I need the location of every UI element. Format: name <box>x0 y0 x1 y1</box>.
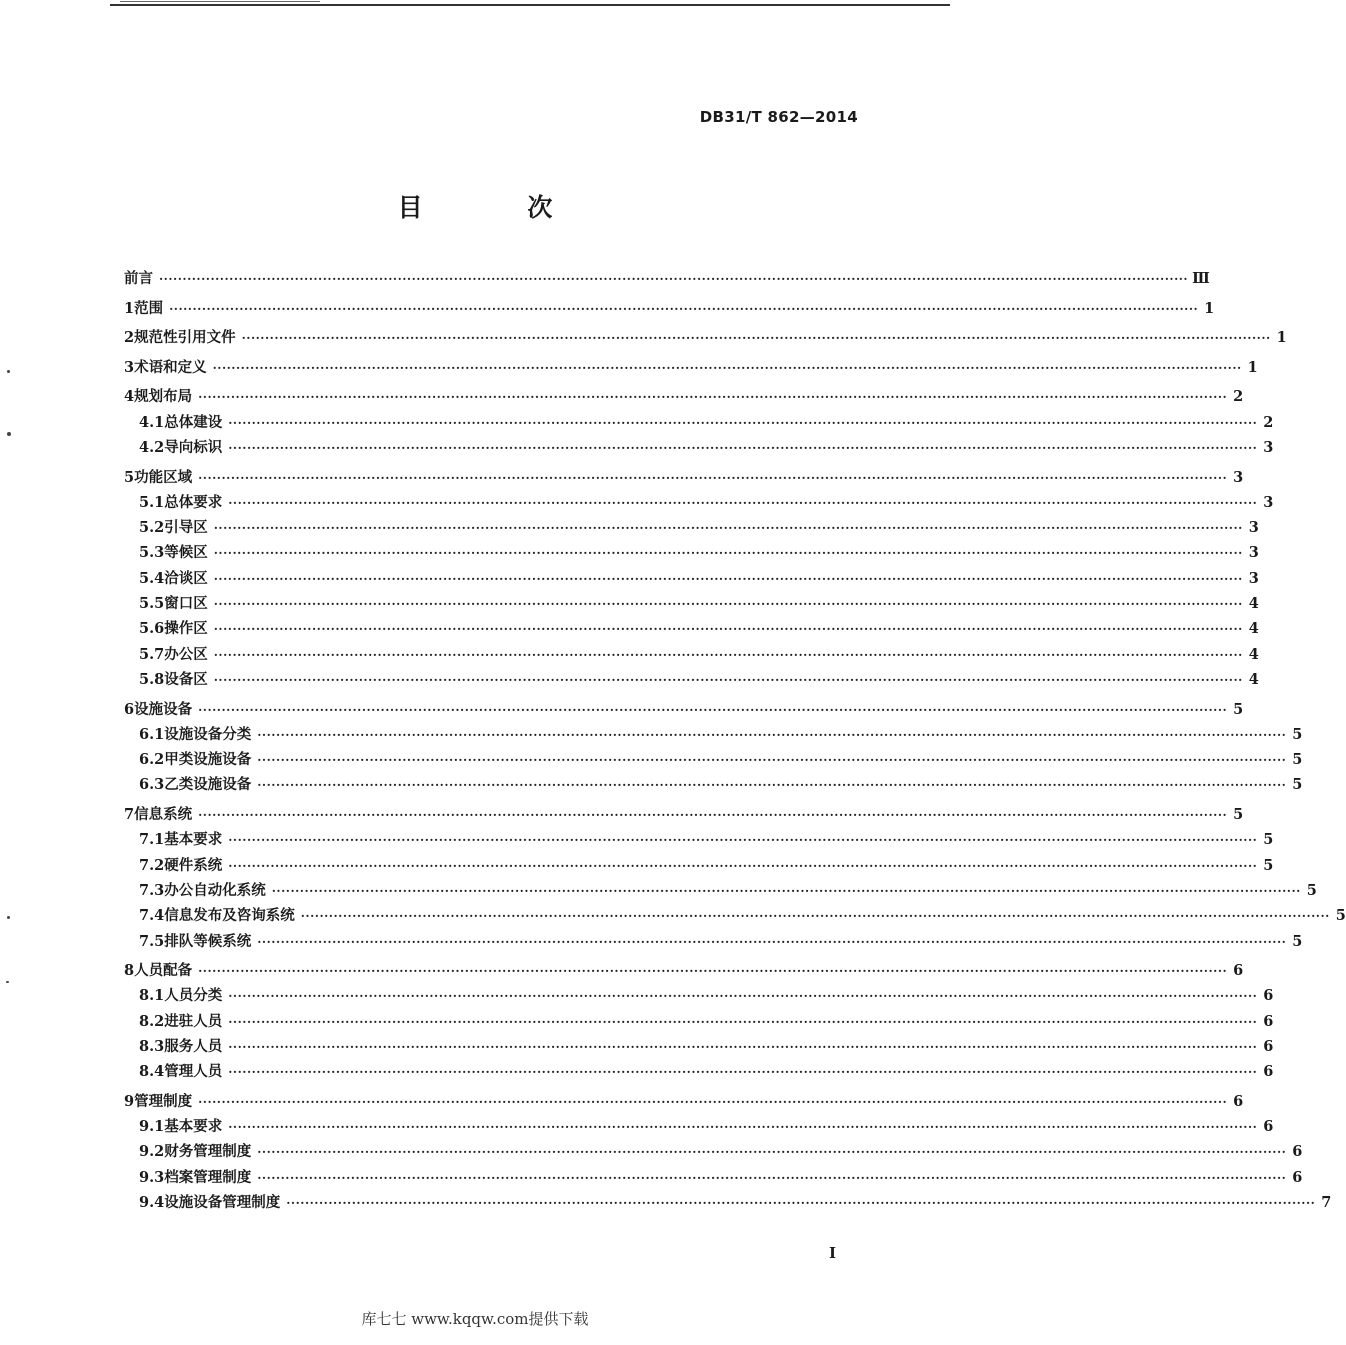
toc-entry-number: 5.4 <box>139 569 165 587</box>
toc-entry-number: 2 <box>124 329 135 347</box>
toc-entry-label: 设施设备管理制度 <box>164 1194 281 1212</box>
toc-dot-leader: ···························································································································································································································· <box>257 753 1287 768</box>
toc-entry-number: 5 <box>124 468 135 486</box>
toc-entry[interactable] <box>124 296 1215 321</box>
toc-entry-label: 等候区 <box>164 544 208 562</box>
toc-entry-label: 前言 <box>124 270 153 287</box>
toc-entry-label: 功能区域 <box>134 468 193 486</box>
toc-entry-number: 9 <box>124 1092 135 1110</box>
toc-entry-number: 5.2 <box>139 519 165 537</box>
toc-entry-page: 4 <box>1248 645 1259 663</box>
toc-entry-label: 规划布局 <box>134 388 193 406</box>
toc-entry-number: 4 <box>124 388 135 406</box>
toc-subentry[interactable] <box>124 827 1274 852</box>
toc-entry-number: 3 <box>124 358 135 376</box>
toc-dot-leader: ···························································································································································································································· <box>228 1120 1258 1135</box>
toc-entry-page: 5 <box>1292 776 1303 794</box>
toc-entry-label: 操作区 <box>164 620 208 638</box>
toc-entry-label: 进驻人员 <box>164 1012 223 1030</box>
toc-subentry[interactable] <box>124 903 1346 928</box>
toc-dot-leader: ···························································································································································································································· <box>198 964 1228 979</box>
toc-entry-label: 档案管理制度 <box>164 1168 252 1186</box>
toc-entry-number: 7 <box>124 806 135 824</box>
toc-entry-number: 9.2 <box>139 1143 165 1161</box>
toc-title: 目 次 <box>397 193 601 222</box>
toc-entry-label: 术语和定义 <box>134 358 207 376</box>
toc-entry-number: 7.4 <box>139 907 165 925</box>
toc-entry[interactable] <box>124 384 1244 409</box>
toc-dot-leader: ···························································································································································································································· <box>198 1094 1228 1109</box>
toc-entry-number: 6.3 <box>139 776 165 794</box>
toc-dot-leader: ···························································································································································································································· <box>241 331 1271 346</box>
toc-entry-number: 5.5 <box>139 595 165 613</box>
toc-entry-label: 管理人员 <box>164 1063 223 1081</box>
toc-subentry[interactable] <box>124 591 1259 616</box>
toc-subentry[interactable] <box>124 747 1303 772</box>
toc-entry[interactable] <box>124 266 1210 291</box>
toc-dot-leader: ···························································································································································································································· <box>228 833 1258 848</box>
toc-entry-label: 设施设备分类 <box>164 725 252 743</box>
toc-entry-number: 8.4 <box>139 1063 165 1081</box>
toc-entry-page: 6 <box>1233 1092 1244 1110</box>
toc-entry-page: 2 <box>1233 388 1244 406</box>
toc-entry-label: 硬件系统 <box>164 856 223 874</box>
toc-dot-leader: ···························································································································································································································· <box>228 440 1258 455</box>
toc-subentry[interactable] <box>124 667 1259 692</box>
toc-entry-page: 5 <box>1233 806 1244 824</box>
toc-entry-page: 4 <box>1248 595 1259 613</box>
toc-entry-page: 4 <box>1248 620 1259 638</box>
toc-entry-number: 7.2 <box>139 856 165 874</box>
toc-entry-label: 财务管理制度 <box>164 1143 252 1161</box>
toc-entry-page: 6 <box>1263 1012 1274 1030</box>
toc-entry-label: 基本要求 <box>164 1118 223 1136</box>
toc-entry-page: 1 <box>1276 329 1287 347</box>
toc-entry[interactable] <box>124 1089 1244 1114</box>
scan-speck <box>6 981 9 983</box>
toc-subentry[interactable] <box>124 853 1274 878</box>
top-border-rule-thin <box>120 1 320 2</box>
toc-dot-leader: ···························································································································································································································· <box>169 301 1199 316</box>
toc-entry-label: 范围 <box>134 299 164 317</box>
toc-entry[interactable] <box>124 958 1244 983</box>
scan-speck <box>7 370 10 373</box>
toc-entry-page: 3 <box>1233 468 1244 486</box>
toc-entry-page: 6 <box>1292 1143 1303 1161</box>
toc-entry-number: 5.7 <box>139 645 165 663</box>
toc-entry-page: 3 <box>1248 544 1259 562</box>
toc-dot-leader: ···························································································································································································································· <box>257 727 1287 742</box>
top-border-rule <box>110 4 950 6</box>
toc-entry-page: 3 <box>1248 519 1259 537</box>
toc-entry-number: 8.3 <box>139 1037 165 1055</box>
toc-dot-leader: ···························································································································································································································· <box>228 495 1258 510</box>
toc-entry-label: 设施设备 <box>134 700 193 718</box>
toc-subentry[interactable] <box>124 1114 1274 1139</box>
toc-dot-leader: ···························································································································································································································· <box>198 702 1228 717</box>
toc-entry-page: 6 <box>1263 1037 1274 1055</box>
toc-entry-page: 1 <box>1247 358 1258 376</box>
toc-entry-page: 6 <box>1263 1118 1274 1136</box>
toc-entry-label: 人员分类 <box>164 987 223 1005</box>
toc-entry-number: 1 <box>124 299 135 317</box>
toc-entry[interactable] <box>124 325 1287 350</box>
toc-subentry[interactable] <box>124 540 1259 565</box>
toc-entry-page: 5 <box>1292 725 1303 743</box>
toc-entry-number: 8.1 <box>139 987 165 1005</box>
toc-entry-page: 5 <box>1263 856 1274 874</box>
toc-entry-number: 8 <box>124 962 135 980</box>
toc-subentry[interactable] <box>124 410 1274 435</box>
toc-dot-leader: ···························································································································································································································· <box>213 622 1243 637</box>
page-number: I <box>829 1244 837 1262</box>
toc-entry-number: 5.8 <box>139 670 165 688</box>
toc-entry-number: 6 <box>124 700 135 718</box>
toc-entry-label: 服务人员 <box>164 1037 223 1055</box>
toc-dot-leader: ···························································································································································································································· <box>257 778 1287 793</box>
toc-entry-page: 5 <box>1233 700 1244 718</box>
toc-entry-page: 6 <box>1263 1063 1274 1081</box>
toc-dot-leader: ···························································································································································································································· <box>257 1145 1287 1160</box>
toc-dot-leader: ···························································································································································································································· <box>271 883 1301 898</box>
toc-entry-page: 5 <box>1292 932 1303 950</box>
toc-subentry[interactable] <box>124 878 1317 903</box>
toc-entry-number: 7.1 <box>139 831 165 849</box>
footer-download-note: 库七七 www.kqqw.com提供下载 <box>361 1310 589 1328</box>
toc-dot-leader: ···························································································································································································································· <box>228 858 1258 873</box>
toc-dot-leader: ···························································································································································································································· <box>198 390 1228 405</box>
toc-subentry[interactable] <box>124 983 1274 1008</box>
toc-subentry[interactable] <box>124 1034 1274 1059</box>
toc-subentry[interactable] <box>124 1009 1274 1034</box>
toc-entry-label: 洽谈区 <box>164 569 208 587</box>
toc-entry-page: 5 <box>1306 881 1317 899</box>
toc-subentry[interactable] <box>124 1139 1303 1164</box>
toc-dot-leader: ···························································································································································································································· <box>228 1039 1258 1054</box>
toc-entry-page: 6 <box>1233 962 1244 980</box>
toc-entry-label: 窗口区 <box>164 595 208 613</box>
toc-entry-page: 2 <box>1263 413 1274 431</box>
toc-entry-label: 基本要求 <box>164 831 223 849</box>
toc-entry-number: 4.2 <box>139 438 165 456</box>
toc-subentry[interactable] <box>124 1059 1274 1084</box>
toc-entry-label: 办公区 <box>164 645 208 663</box>
scan-speck <box>7 916 10 919</box>
toc-entry-number: 7.5 <box>139 932 165 950</box>
toc-entry-number: 8.2 <box>139 1012 165 1030</box>
scan-speck <box>7 432 11 436</box>
toc-subentry[interactable] <box>124 722 1303 747</box>
toc-entry-page: 5 <box>1335 907 1346 925</box>
toc-subentry[interactable] <box>124 616 1259 641</box>
toc-entry-page: 5 <box>1263 831 1274 849</box>
toc-entry-label: 办公自动化系统 <box>164 881 266 899</box>
toc-dot-leader: ···························································································································································································································· <box>213 597 1243 612</box>
toc-dot-leader: ···························································································································································································································· <box>159 272 1189 286</box>
toc-entry-page: 3 <box>1263 438 1274 456</box>
toc-dot-leader: ···························································································································································································································· <box>213 546 1243 561</box>
toc-entry-label: 甲类设施设备 <box>164 751 252 769</box>
toc-entry[interactable] <box>124 802 1244 827</box>
toc-entry-page: 4 <box>1248 670 1259 688</box>
toc-dot-leader: ···························································································································································································································· <box>213 521 1243 536</box>
toc-entry-label: 总体要求 <box>164 493 223 511</box>
toc-entry-page: Ⅲ <box>1192 270 1210 287</box>
toc-entry-page: 6 <box>1292 1168 1303 1186</box>
toc-dot-leader: ···························································································································································································································· <box>212 360 1242 375</box>
toc-entry[interactable] <box>124 697 1244 722</box>
toc-entry-label: 设备区 <box>164 670 208 688</box>
toc-entry-number: 5.3 <box>139 544 165 562</box>
toc-subentry[interactable] <box>124 515 1259 540</box>
table-of-contents <box>124 266 1346 1215</box>
toc-entry-page: 5 <box>1292 751 1303 769</box>
toc-entry-page: 1 <box>1204 299 1215 317</box>
toc-subentry[interactable] <box>124 642 1259 667</box>
document-code: DB31/T 862—2014 <box>699 108 858 126</box>
toc-dot-leader: ···························································································································································································································· <box>257 934 1287 949</box>
toc-entry-label: 人员配备 <box>134 962 193 980</box>
toc-dot-leader: ···························································································································································································································· <box>213 647 1243 662</box>
toc-entry[interactable] <box>124 355 1258 380</box>
toc-dot-leader: ···························································································································································································································· <box>198 470 1228 485</box>
toc-entry-number: 6.1 <box>139 725 165 743</box>
toc-entry-label: 信息发布及咨询系统 <box>164 907 295 925</box>
toc-dot-leader: ···························································································································································································································· <box>257 1170 1287 1185</box>
toc-dot-leader: ···························································································································································································································· <box>228 1065 1258 1080</box>
toc-entry-page: 6 <box>1263 987 1274 1005</box>
toc-subentry[interactable] <box>124 1165 1303 1190</box>
toc-entry-number: 7.3 <box>139 881 165 899</box>
toc-dot-leader: ···························································································································································································································· <box>228 415 1258 430</box>
toc-dot-leader: ···························································································································································································································· <box>300 909 1330 924</box>
toc-dot-leader: ···························································································································································································································· <box>213 571 1243 586</box>
toc-subentry[interactable] <box>124 490 1274 515</box>
toc-dot-leader: ···························································································································································································································· <box>228 1014 1258 1029</box>
toc-entry-page: 7 <box>1321 1194 1332 1212</box>
toc-entry-label: 乙类设施设备 <box>164 776 252 794</box>
toc-entry-number: 9.1 <box>139 1118 165 1136</box>
toc-dot-leader: ···························································································································································································································· <box>286 1196 1316 1211</box>
toc-entry-number: 9.3 <box>139 1168 165 1186</box>
toc-dot-leader: ···························································································································································································································· <box>228 989 1258 1004</box>
toc-entry[interactable] <box>124 465 1244 490</box>
toc-entry-page: 3 <box>1248 569 1259 587</box>
toc-entry-label: 规范性引用文件 <box>134 329 236 347</box>
toc-subentry[interactable] <box>124 1190 1332 1215</box>
toc-entry-number: 5.1 <box>139 493 165 511</box>
toc-entry-label: 总体建设 <box>164 413 223 431</box>
toc-subentry[interactable] <box>124 929 1303 954</box>
toc-entry-number: 4.1 <box>139 413 165 431</box>
toc-entry-number: 9.4 <box>139 1194 165 1212</box>
toc-dot-leader: ···························································································································································································································· <box>198 808 1228 823</box>
toc-entry-label: 排队等候系统 <box>164 932 252 950</box>
toc-entry-label: 导向标识 <box>164 438 223 456</box>
toc-subentry[interactable] <box>124 566 1259 591</box>
toc-entry-page: 3 <box>1263 493 1274 511</box>
toc-dot-leader: ···························································································································································································································· <box>213 672 1243 687</box>
toc-entry-number: 5.6 <box>139 620 165 638</box>
toc-subentry[interactable] <box>124 435 1274 460</box>
toc-entry-label: 信息系统 <box>134 806 193 824</box>
toc-entry-label: 引导区 <box>164 519 208 537</box>
toc-entry-label: 管理制度 <box>134 1092 193 1110</box>
toc-entry-number: 6.2 <box>139 751 165 769</box>
toc-subentry[interactable] <box>124 772 1303 797</box>
